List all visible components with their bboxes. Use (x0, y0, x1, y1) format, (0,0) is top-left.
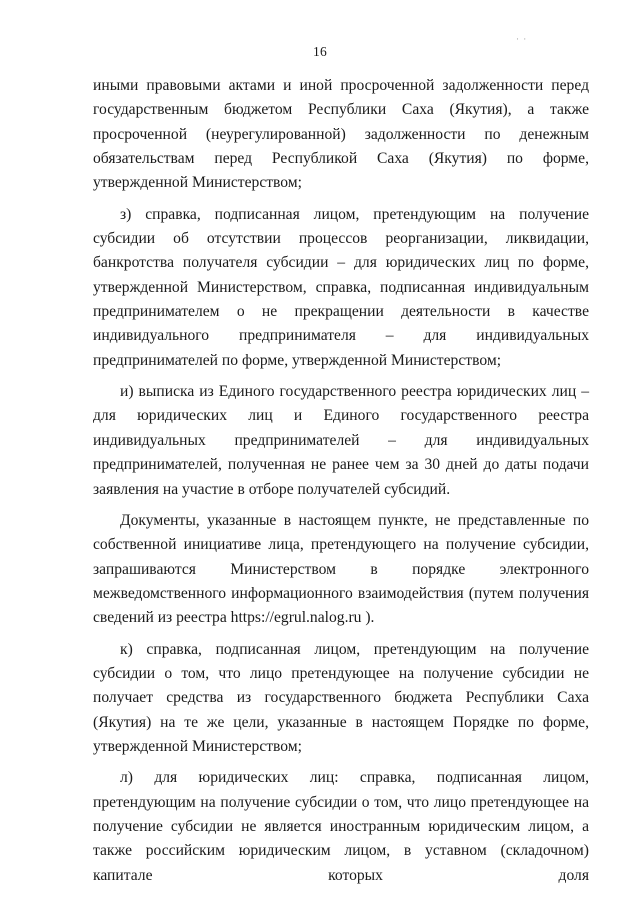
paragraph-documents-note: Документы, указанные в настоящем пункте, не представленные по собственной инициативе лица, претендующего на получение субсидии, запрашиваются Министерством в порядке электронного межведомственного информационного взаимодействия (путем получения сведений из реестра https://egrul.nalog.ru ). (93, 511, 589, 627)
paragraph-continuation: иными правовыми актами и иной просроченной задолженности перед государственным бюджетом Республики Саха (Якутия), а также просроченной (неурегулированной) задолженности по денежным обязательствам перед Республикой Саха (Якутия) по форме, утвержденной Министерством; (93, 77, 589, 192)
scan-corner-mark: · · (516, 34, 528, 44)
paragraph-item-l: л) для юридических лиц: справка, подписанная лицом, претендующим на получение субсидии о том, что лицо претендующее на получение субсидии не является иностранным юридическим лицом, а также российским юридическим лицом, в уставном (складочном) капитале которых доля (93, 769, 589, 884)
paragraph-item-i: и) выписка из Единого государственного реестра юридических лиц – для юридических лиц и Единого государственного реестра индивидуальных предпринимателей – для индивидуальных предпринимателей, полученная не ранее чем за 30 дней до даты подачи заявления на участие в отборе получателей субсидий. (93, 383, 589, 498)
document-body (93, 74, 589, 895)
page-number: 16 (313, 44, 327, 59)
paragraph-item-k: к) справка, подписанная лицом, претендующим на получение субсидии о том, что лицо претендующее на получение субсидии не получает средства из государственного бюджета Республики Саха (Якутия) на те же цели, указанные в настоящем Порядке по форме, утвержденной Министерством; (93, 640, 589, 755)
paragraph-item-z: з) справка, подписанная лицом, претендующим на получение субсидии об отсутствии процессов реорганизации, ликвидации, банкротства получателя субсидии – для юридических лиц по форме, утвержденной Министерством, справка, подписанная индивидуальным предпринимателем о не прекращении деятельности в качестве индивидуального предпринимателя – для индивидуальных предпринимателей по форме, утвержденной Министерством; (93, 205, 589, 369)
